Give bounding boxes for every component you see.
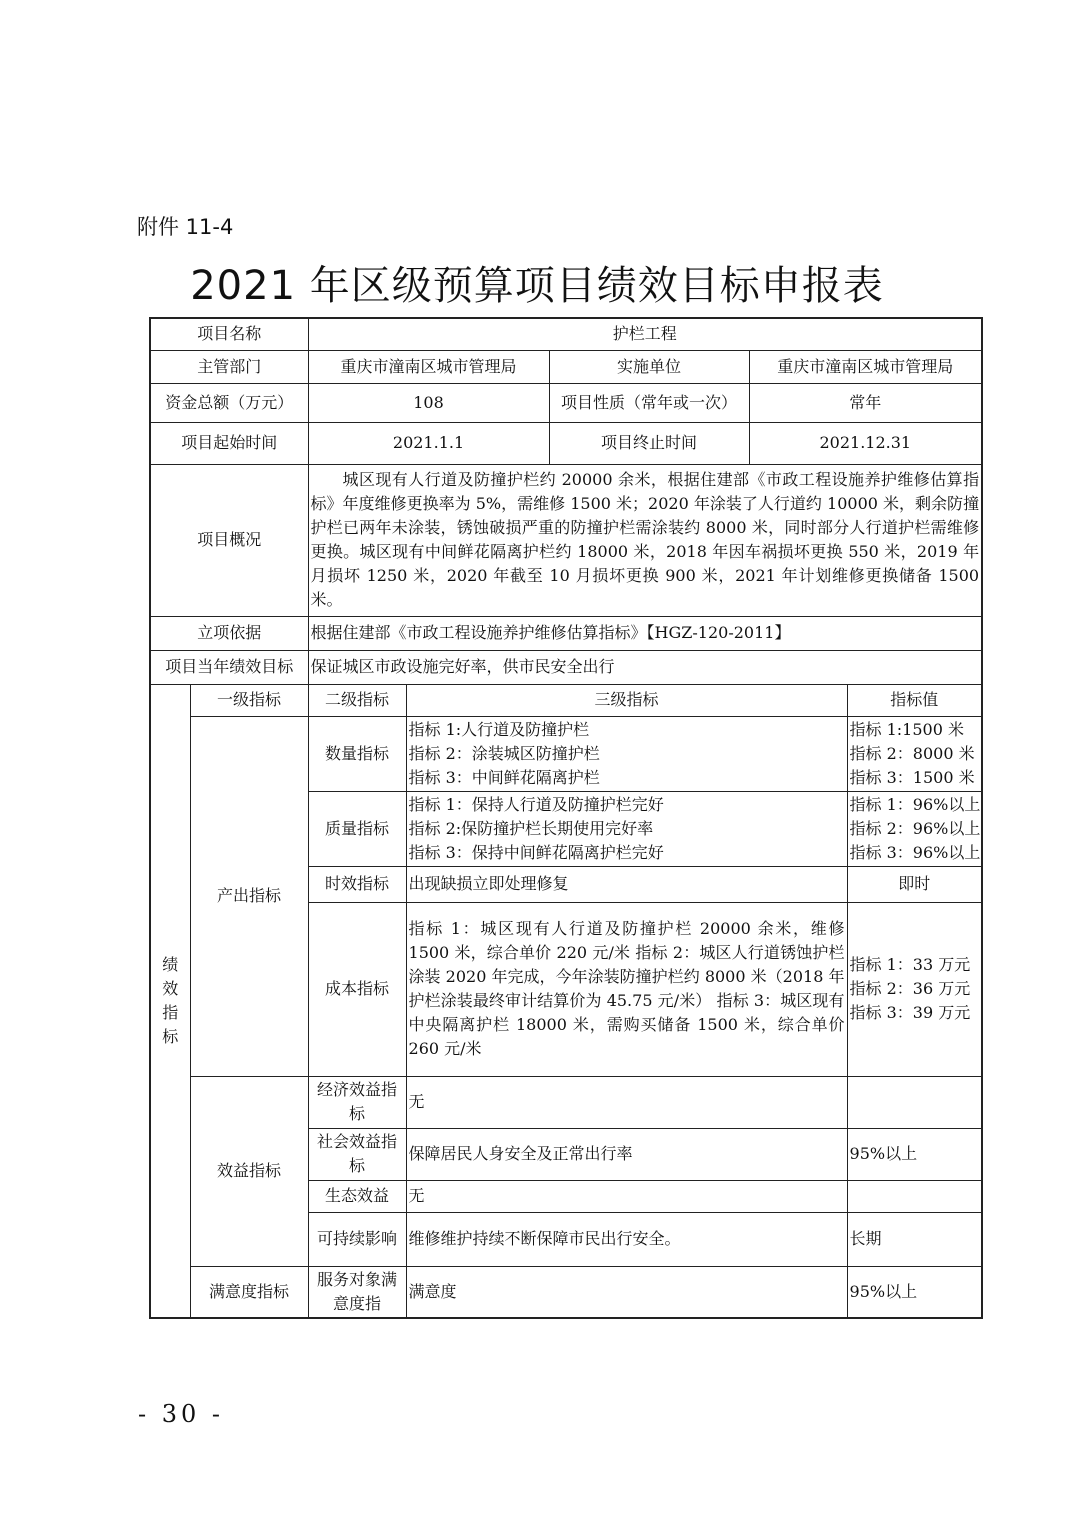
sustain-item: 维修维护持续不断保障市民出行安全。: [406, 1212, 847, 1266]
start-value: 2021.1.1: [308, 422, 549, 464]
end-label: 项目终止时间: [549, 422, 749, 464]
col-level3: 三级指标: [406, 684, 847, 716]
basis-label: 立项依据: [150, 616, 308, 650]
service-value: 95%以上: [847, 1266, 982, 1318]
funds-label: 资金总额（万元）: [150, 383, 308, 422]
time-value: 即时: [847, 866, 982, 902]
social-value: 95%以上: [847, 1128, 982, 1180]
sustain-value: 长期: [847, 1212, 982, 1266]
quality-value: 指标 2：96%以上: [849, 818, 981, 838]
indicators-side-label: [150, 684, 190, 1318]
quality-item: 指标 2:保防撞护栏长期使用完好率: [408, 818, 654, 838]
project-name: 护栏工程: [308, 318, 982, 350]
col-level2: 二级指标: [308, 684, 406, 716]
project-name-label: 项目名称: [150, 318, 308, 350]
col-value: 指标值: [847, 684, 982, 716]
start-label: 项目起始时间: [150, 422, 308, 464]
dept-value: 重庆市潼南区城市管理局: [308, 350, 549, 383]
quantity-value: 指标 2：8000 米: [849, 743, 975, 763]
dept-label: 主管部门: [150, 350, 308, 383]
cost-value: 指标 3：39 万元: [849, 1003, 971, 1022]
time-item: 出现缺损立即处理修复: [406, 866, 847, 902]
quality-item: 指标 3：保持中间鲜花隔离护栏完好: [408, 842, 664, 862]
unit-label: 实施单位: [549, 350, 749, 383]
page-number: - 30 -: [138, 1400, 225, 1428]
cost-label: 成本指标: [308, 902, 406, 1076]
basis-text: 根据住建部《市政工程设施养护维修估算指标》【HGZ-120-2011】: [308, 616, 982, 650]
quality-values: [847, 791, 982, 866]
overview-label: 项目概况: [150, 464, 308, 616]
econ-value: [847, 1076, 982, 1128]
col-level1: 一级指标: [190, 684, 308, 716]
quality-label: 质量指标: [308, 791, 406, 866]
annex-label: 附件 11-4: [137, 215, 234, 239]
cost-text: 指标 1：城区现有人行道及防撞护栏 20000 余米，维修 1500 米，综合单价 220 元/米 指标 2：城区人行道锈蚀护栏涂装 2020 年完成，今年涂装防撞护栏约 8000 米（2018 年护栏涂装最终审计结算价为 45.75 元/米） 指标 3：城区现有中央隔离护栏 18000 米，需购买储备 1500 米，综合单价 260 元/米: [406, 902, 847, 1076]
unit-value: 重庆市潼南区城市管理局: [749, 350, 982, 383]
econ-item: 无: [406, 1076, 847, 1128]
quantity-label: 数量指标: [308, 716, 406, 791]
quantity-item: 指标 3：中间鲜花隔离护栏: [408, 767, 600, 787]
output-label: 产出指标: [190, 716, 308, 1076]
cost-value: 指标 2：36 万元: [849, 979, 971, 998]
quantity-items: [406, 716, 847, 791]
quantity-values: [847, 716, 982, 791]
quality-item: 指标 1：保持人行道及防撞护栏完好: [408, 794, 664, 814]
funds-value: 108: [308, 383, 549, 422]
eco-label: 生态效益: [308, 1180, 406, 1212]
overview-text: 城区现有人行道及防撞护栏约 20000 余米，根据住建部《市政工程设施养护维修估算指标》年度维修更换率为 5%，需维修 1500 米；2020 年涂装了人行道约 10000 米，剩余防撞护栏已两年未涂装，锈蚀破损严重的防撞护栏需涂装约 8000 米，同时部分人行道护栏需维修更换。城区现有中间鲜花隔离护栏约 18000 米，2018 年因车祸损坏更换 550 米，2019 年月损坏 1250 米，2020 年截至 10 月损坏更换 900 米，2021 年计划维修更换储备 1500 米。: [308, 464, 982, 616]
cost-value: 指标 1：33 万元: [849, 955, 971, 974]
sustain-label: 可持续影响: [308, 1212, 406, 1266]
time-label: 时效指标: [308, 866, 406, 902]
eco-value: [847, 1180, 982, 1212]
satisfaction-label: 满意度指标: [190, 1266, 308, 1318]
quality-value: 指标 1：96%以上: [849, 794, 981, 814]
quantity-value: 指标 1:1500 米: [849, 719, 964, 739]
nature-value: 常年: [749, 383, 982, 422]
service-item: 满意度: [406, 1266, 847, 1318]
social-label: 社会效益指标: [308, 1128, 406, 1180]
eco-item: 无: [406, 1180, 847, 1212]
indicators-side-text: 绩效指标: [162, 954, 179, 1046]
social-item: 保障居民人身安全及正常出行率: [406, 1128, 847, 1180]
econ-label: 经济效益指标: [308, 1076, 406, 1128]
page-title: 2021 年区级预算项目绩效目标申报表: [190, 263, 884, 309]
cost-values: [847, 902, 982, 1076]
budget-form-table: [149, 317, 983, 1319]
quality-value: 指标 3：96%以上: [849, 842, 981, 862]
quantity-item: 指标 1:人行道及防撞护栏: [408, 719, 590, 739]
quantity-value: 指标 3：1500 米: [849, 767, 975, 787]
goal-text: 保证城区市政设施完好率，供市民安全出行: [308, 650, 982, 684]
quantity-item: 指标 2：涂装城区防撞护栏: [408, 743, 600, 763]
goal-label: 项目当年绩效目标: [150, 650, 308, 684]
benefit-label: 效益指标: [190, 1076, 308, 1266]
end-value: 2021.12.31: [749, 422, 982, 464]
service-label: 服务对象满意度指: [308, 1266, 406, 1318]
nature-label: 项目性质（常年或一次）: [549, 383, 749, 422]
quality-items: [406, 791, 847, 866]
